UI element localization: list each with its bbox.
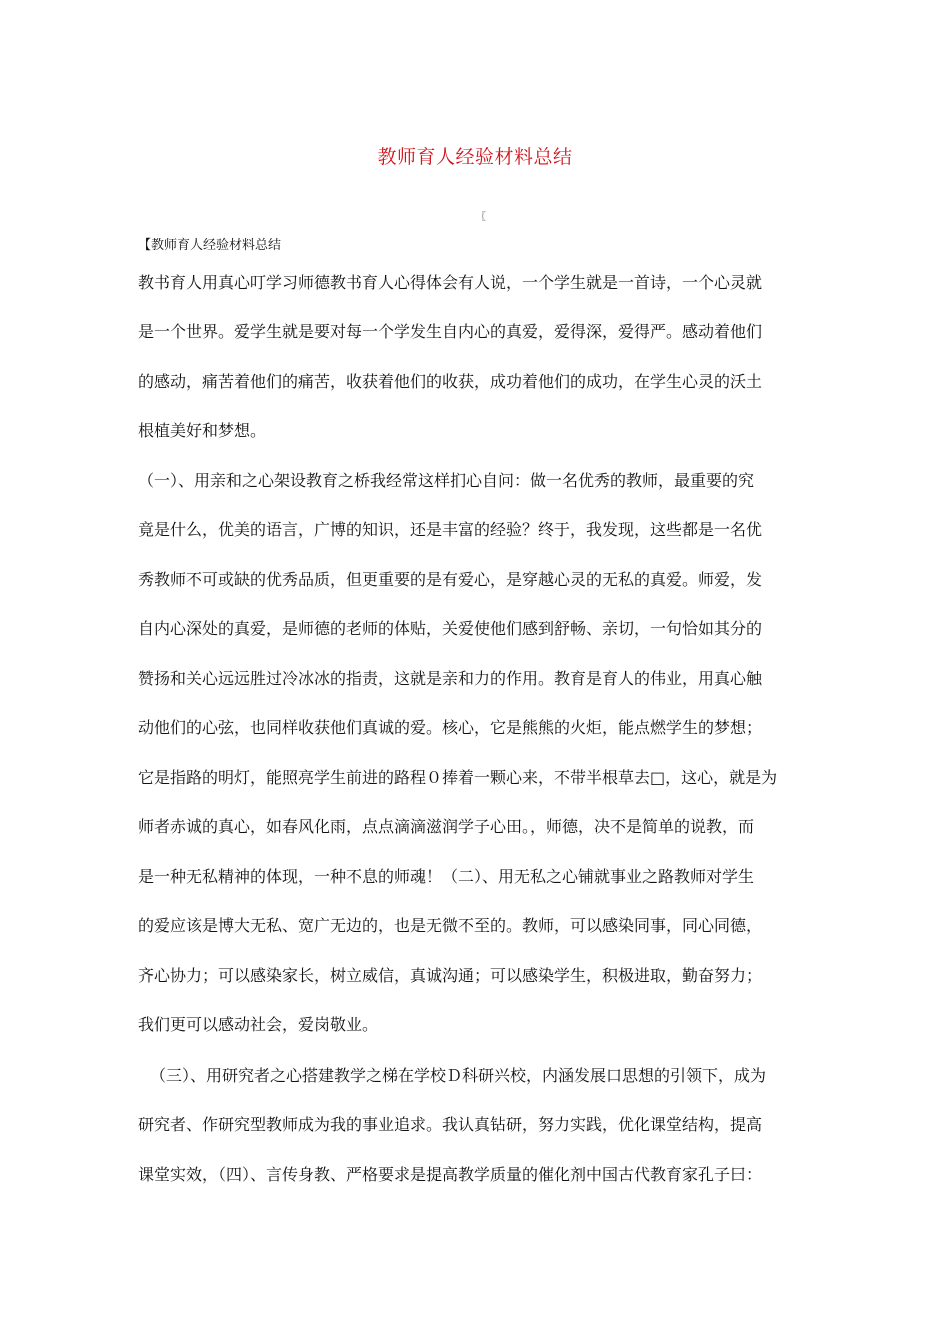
- body-line: 自内心深处的真爱，是师德的老师的体贴，关爱使他们感到舒畅、亲切，一句恰如其分的: [138, 619, 763, 638]
- body-line: 是一个世界。爱学生就是要对每一个学发生自内心的真爱，爱得深，爱得严。感动着他们: [138, 322, 763, 341]
- document-subtitle: 【教师育人经验材料总结: [138, 238, 282, 253]
- bracket-mark: 〖: [476, 212, 486, 223]
- body-line: 的爱应该是博大无私、宽广无边的，也是无微不至的。教师，可以感染同事，同心同德，: [138, 916, 763, 935]
- body-line: 是一种无私精神的体现，一种不息的师魂！（二）、用无私之心铺就事业之路教师对学生: [138, 867, 755, 886]
- body-line: 我们更可以感动社会，爱岗敬业。: [138, 1015, 379, 1034]
- body-line: 齐心协力；可以感染家长，树立威信，真诚沟通；可以感染学生，积极进取，勤奋努力；: [138, 966, 763, 985]
- body-line: 教书育人用真心叮学习师德教书育人心得体会有人说，一个学生就是一首诗，一个心灵就: [138, 273, 763, 292]
- body-line: 它是指路的明灯，能照亮学生前进的路程０捧着一颗心来，不带半根草去□，这心，就是为: [138, 768, 778, 787]
- body-line: 研究者、作研究型教师成为我的事业追求。我认真钻研，努力实践，优化课堂结构，提高: [138, 1115, 763, 1134]
- body-line: 的感动，痛苦着他们的痛苦，收获着他们的收获，成功着他们的成功，在学生心灵的沃土: [138, 372, 763, 391]
- body-line: 竟是什么，优美的语言，广博的知识，还是丰富的经验？终于，我发现，这些都是一名优: [138, 520, 763, 539]
- body-line: 赞扬和关心远远胜过冷冰冰的指责，这就是亲和力的作用。教育是育人的伟业，用真心触: [138, 669, 763, 688]
- body-line: 动他们的心弦，也同样收获他们真诚的爱。核心，它是熊熊的火炬，能点燃学生的梦想；: [138, 718, 763, 737]
- body-line: 根植美好和梦想。: [138, 421, 267, 440]
- document-title: 教师育人经验材料总结: [377, 146, 573, 168]
- body-line: 课堂实效，（四）、言传身教、严格要求是提高教学质量的催化剂中国古代教育家孔子曰：: [138, 1165, 763, 1184]
- body-line: （三）、用研究者之心搭建教学之梯在学校Ｄ科研兴校，内涵发展口思想的引领下，成为: [150, 1066, 767, 1085]
- body-line: （一）、用亲和之心架设教育之桥我经常这样扪心自问：做一名优秀的教师，最重要的究: [138, 471, 755, 490]
- body-line: 师者赤诚的真心，如春风化雨，点点滴滴滋润学子心田。，师德，决不是简单的说教，而: [138, 817, 755, 836]
- body-line: 秀教师不可或缺的优秀品质，但更重要的是有爱心，是穿越心灵的无私的真爱。师爱，发: [138, 570, 763, 589]
